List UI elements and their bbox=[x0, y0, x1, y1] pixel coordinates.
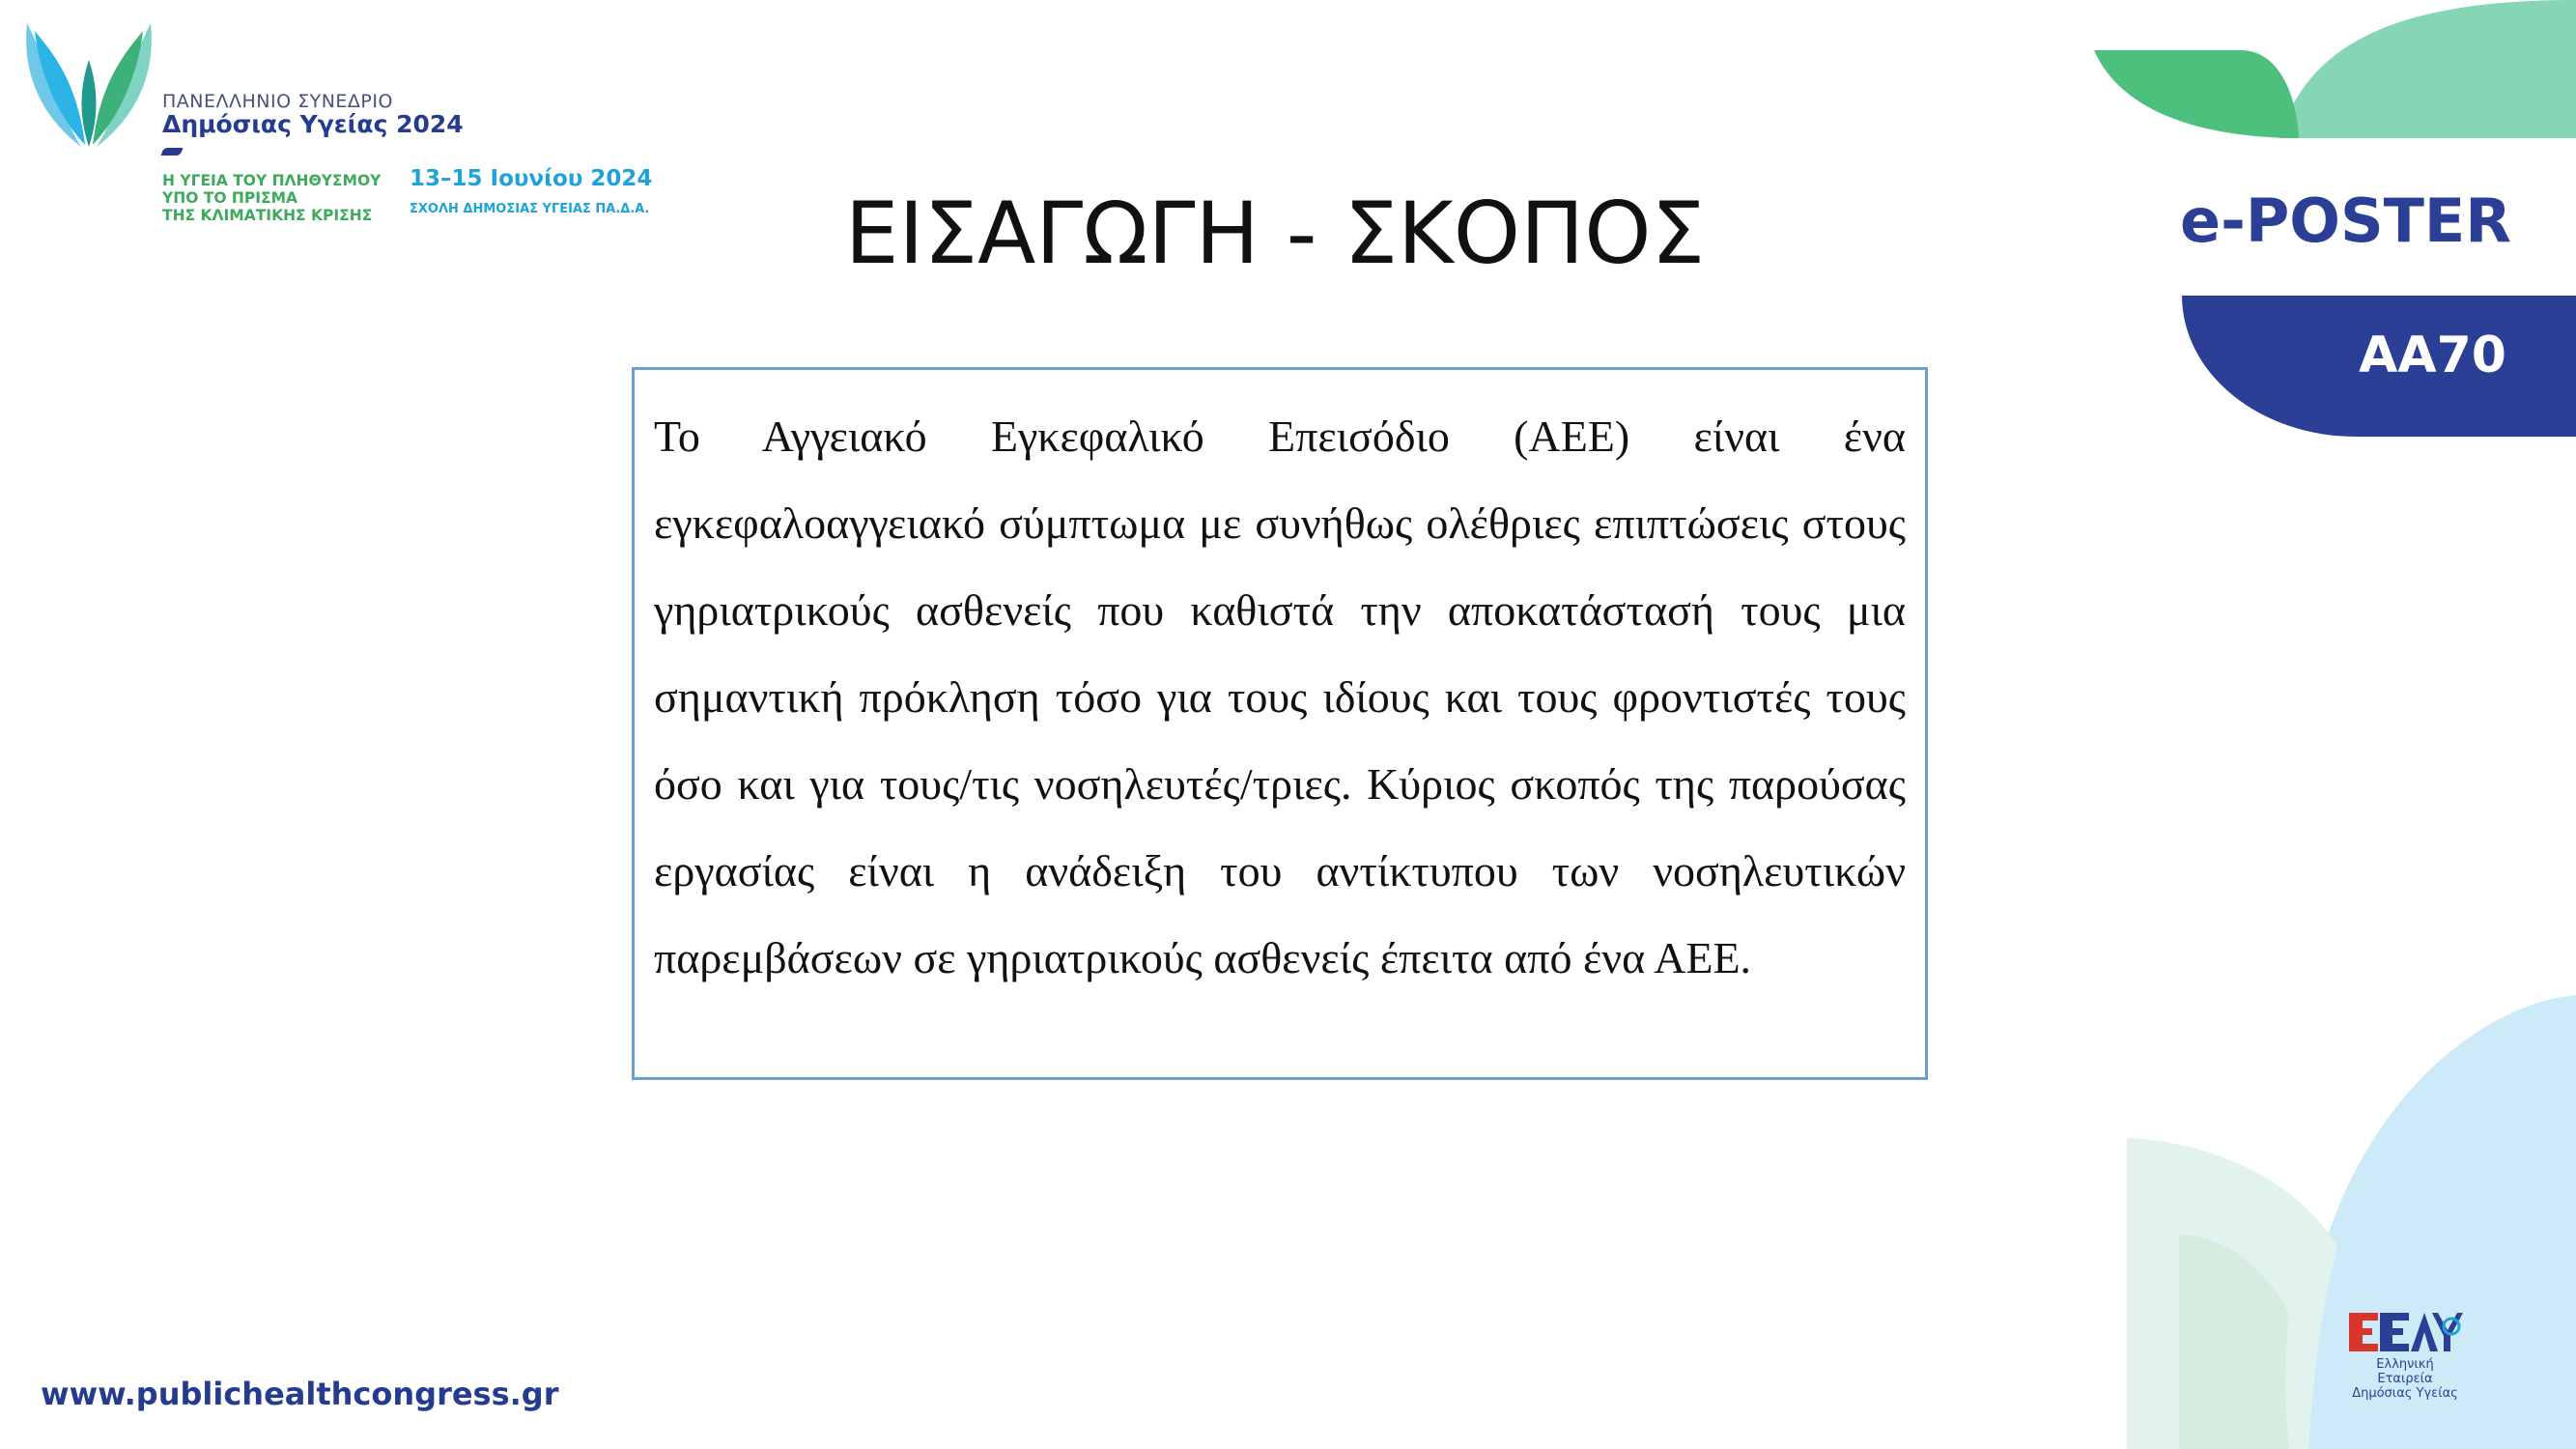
eedy-caption bbox=[2347, 1357, 2463, 1401]
bottom-right-leaves-decoration bbox=[2115, 995, 2576, 1449]
logo-title: Δημόσιας Υγείας 2024 bbox=[162, 110, 464, 138]
eedy-logo-icon bbox=[2347, 1309, 2463, 1357]
logo-dates: 13–15 Ιουνίου 2024 bbox=[410, 166, 653, 191]
eedy-caption-line: Ελληνική Εταιρεία bbox=[2376, 1357, 2434, 1386]
eedy-logo bbox=[2347, 1309, 2463, 1401]
poster-code: ΑΑ70 bbox=[2359, 327, 2506, 384]
logo-tagline-line: ΤΗΣ ΚΛΙΜΑΤΙΚΗΣ ΚΡΙΣΗΣ bbox=[162, 207, 373, 224]
logo-tagline-line: ΥΠΟ ΤΟ ΠΡΙΣΜΑ bbox=[162, 189, 298, 207]
top-right-leaves-decoration bbox=[2086, 0, 2576, 145]
poster-code-banner bbox=[2182, 296, 2576, 437]
intro-paragraph: Το Αγγειακό Εγκεφαλικό Επεισόδιο (ΑΕΕ) είναι ένα εγκεφαλοαγγειακό σύμπτωμα με συνήθως ολέθριες επιπτώσεις στους γηριατρικούς ασθενείς που καθιστά την αποκατάστασή τους μια σημαντική πρόκληση τόσο για τους ιδίους και τους φροντιστές τους όσο και για τους/τις νοσηλευτές/τριες. Κύριος σκοπός της παρούσας εργασίας είναι η ανάδειξη του αντίκτυπου των νοσηλευτικών παρεμβάσεων σε γηριατρικούς ασθενείς έπειτα από ένα ΑΕΕ. bbox=[654, 412, 1906, 982]
website-link[interactable]: www.publichealthcongress.gr bbox=[41, 1376, 559, 1412]
eedy-caption-line: Δημόσιας Υγείας bbox=[2352, 1386, 2458, 1401]
logo-dash bbox=[161, 148, 184, 156]
logo-pretitle: ΠΑΝΕΛΛΗΝΙΟ ΣΥΝΕΔΡΙΟ bbox=[162, 91, 393, 112]
logo-venue: ΣΧΟΛΗ ΔΗΜΟΣΙΑΣ ΥΓΕΙΑΣ ΠΑ.Δ.Α. bbox=[410, 202, 650, 216]
eposter-label: e-POSTER bbox=[2180, 185, 2511, 256]
logo-tagline-line: Η ΥΓΕΙΑ ΤΟΥ ΠΛΗΘΥΣΜΟΥ bbox=[162, 172, 382, 189]
intro-text-box bbox=[632, 367, 1928, 1080]
conference-leaf-logo-icon bbox=[21, 21, 156, 149]
slide-title: ΕΙΣΑΓΩΓΗ - ΣΚΟΠΟΣ bbox=[844, 184, 1706, 283]
